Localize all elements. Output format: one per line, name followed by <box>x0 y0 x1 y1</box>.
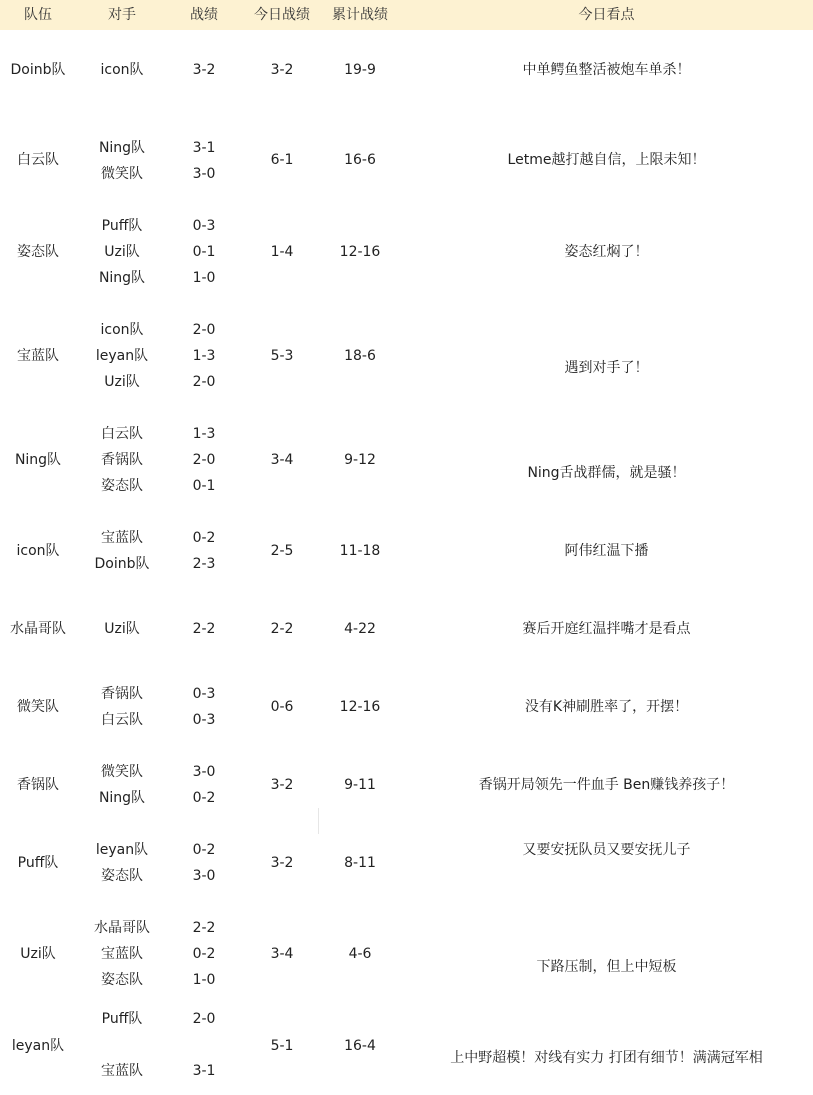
header-highlight: 今日看点 <box>578 7 635 23</box>
today-record: 6-1 <box>270 152 294 168</box>
match-score: 0-1 <box>192 478 216 494</box>
opponent-name: 白云队 <box>101 712 143 728</box>
match-score: 3-0 <box>192 764 216 780</box>
match-score: 0-2 <box>192 530 216 546</box>
opponent-name: Ning队 <box>98 270 146 286</box>
opponent-name: 香锅队 <box>101 452 143 468</box>
opponent-name: Doinb队 <box>94 556 150 572</box>
match-score: 2-0 <box>192 374 216 390</box>
total-record: 12-16 <box>339 244 381 260</box>
table-header <box>0 0 813 30</box>
match-score: 2-2 <box>192 621 216 637</box>
column-divider <box>318 808 319 834</box>
today-record: 5-1 <box>270 1038 294 1054</box>
team-name: 姿态队 <box>17 244 59 260</box>
team-name: Puff队 <box>17 855 59 871</box>
team-name: 微笑队 <box>17 699 59 715</box>
highlight-note: 中单鳄鱼整活被炮车单杀！ <box>522 62 691 78</box>
opponent-name: icon队 <box>100 62 144 78</box>
match-score: 2-0 <box>192 452 216 468</box>
opponent-name: icon队 <box>100 322 144 338</box>
opponent-name: 姿态队 <box>101 478 143 494</box>
match-score: 2-0 <box>192 322 216 338</box>
opponent-name: Uzi队 <box>104 621 140 637</box>
highlight-note: 阿伟红温下播 <box>564 543 649 559</box>
header-team: 队伍 <box>24 7 52 23</box>
opponent-name: 水晶哥队 <box>94 920 150 936</box>
opponent-name: Ning队 <box>98 790 146 806</box>
team-name: icon队 <box>16 543 60 559</box>
opponent-name: 香锅队 <box>101 686 143 702</box>
total-record: 18-6 <box>344 348 376 364</box>
total-record: 4-6 <box>348 946 372 962</box>
total-record: 16-6 <box>344 152 376 168</box>
total-record: 19-9 <box>344 62 376 78</box>
match-score: 3-0 <box>192 868 216 884</box>
opponent-name: 白云队 <box>101 426 143 442</box>
today-record: 2-2 <box>270 621 294 637</box>
opponent-name: Ning队 <box>98 140 146 156</box>
header-record: 战绩 <box>190 7 218 23</box>
opponent-name: leyan队 <box>95 842 149 858</box>
team-name: Doinb队 <box>10 62 66 78</box>
total-record: 9-12 <box>344 452 376 468</box>
highlight-note: 下路压制，但上中短板 <box>536 959 677 975</box>
match-score: 0-2 <box>192 842 216 858</box>
match-score: 2-0 <box>192 1011 216 1027</box>
match-score: 0-2 <box>192 790 216 806</box>
highlight-note: 没有K神刷胜率了，开摆！ <box>524 699 689 715</box>
today-record: 3-2 <box>270 777 294 793</box>
total-record: 8-11 <box>344 855 376 871</box>
highlight-note: 遇到对手了！ <box>564 360 649 376</box>
opponent-name: Uzi队 <box>104 374 140 390</box>
today-record: 5-3 <box>270 348 294 364</box>
today-record: 1-4 <box>270 244 294 260</box>
opponent-name: 姿态队 <box>101 868 143 884</box>
match-score: 0-3 <box>192 686 216 702</box>
match-score: 0-2 <box>192 946 216 962</box>
match-score: 3-0 <box>192 166 216 182</box>
highlight-note: 上中野超模！对线有实力 打团有细节！满满冠军相 <box>450 1050 763 1066</box>
opponent-name: 宝蓝队 <box>101 1063 143 1079</box>
match-score: 1-0 <box>192 270 216 286</box>
match-score: 2-3 <box>192 556 216 572</box>
team-name: 香锅队 <box>17 777 59 793</box>
highlight-note: 香锅开局领先一件血手 Ben赚钱养孩子！ <box>478 777 735 793</box>
opponent-name: 宝蓝队 <box>101 946 143 962</box>
match-score: 1-3 <box>192 348 216 364</box>
team-name: leyan队 <box>11 1038 65 1054</box>
team-name: Uzi队 <box>20 946 56 962</box>
total-record: 4-22 <box>344 621 376 637</box>
highlight-note: 姿态红焖了！ <box>564 244 649 260</box>
highlight-note: Letme越打越自信，上限未知！ <box>507 152 706 168</box>
opponent-name: 微笑队 <box>101 764 143 780</box>
opponent-name: leyan队 <box>95 348 149 364</box>
team-name: 宝蓝队 <box>17 348 59 364</box>
opponent-name: 微笑队 <box>101 166 143 182</box>
today-record: 3-4 <box>270 946 294 962</box>
today-record: 3-4 <box>270 452 294 468</box>
match-score: 0-3 <box>192 218 216 234</box>
team-name: 水晶哥队 <box>10 621 66 637</box>
opponent-name: Puff队 <box>101 218 143 234</box>
total-record: 9-11 <box>344 777 376 793</box>
opponent-name: 姿态队 <box>101 972 143 988</box>
opponent-name: 宝蓝队 <box>101 530 143 546</box>
team-name: 白云队 <box>17 152 59 168</box>
opponent-name: Puff队 <box>101 1011 143 1027</box>
match-score: 1-3 <box>192 426 216 442</box>
header-total-record: 累计战绩 <box>332 7 388 23</box>
today-record: 3-2 <box>270 62 294 78</box>
total-record: 12-16 <box>339 699 381 715</box>
match-score: 1-0 <box>192 972 216 988</box>
total-record: 11-18 <box>339 543 381 559</box>
match-score: 2-2 <box>192 920 216 936</box>
highlight-note: 又要安抚队员又要安抚儿子 <box>522 842 691 858</box>
today-record: 3-2 <box>270 855 294 871</box>
team-name: Ning队 <box>14 452 62 468</box>
highlight-note: Ning舌战群儒，就是骚！ <box>527 465 686 481</box>
match-score: 3-2 <box>192 62 216 78</box>
match-score: 3-1 <box>192 1063 216 1079</box>
match-score: 0-1 <box>192 244 216 260</box>
header-today-record: 今日战绩 <box>254 7 310 23</box>
match-score: 3-1 <box>192 140 216 156</box>
total-record: 16-4 <box>344 1038 376 1054</box>
today-record: 2-5 <box>270 543 294 559</box>
opponent-name: Uzi队 <box>104 244 140 260</box>
header-opponent: 对手 <box>108 7 136 23</box>
match-score: 0-3 <box>192 712 216 728</box>
highlight-note: 赛后开庭红温拌嘴才是看点 <box>522 621 691 637</box>
today-record: 0-6 <box>270 699 294 715</box>
